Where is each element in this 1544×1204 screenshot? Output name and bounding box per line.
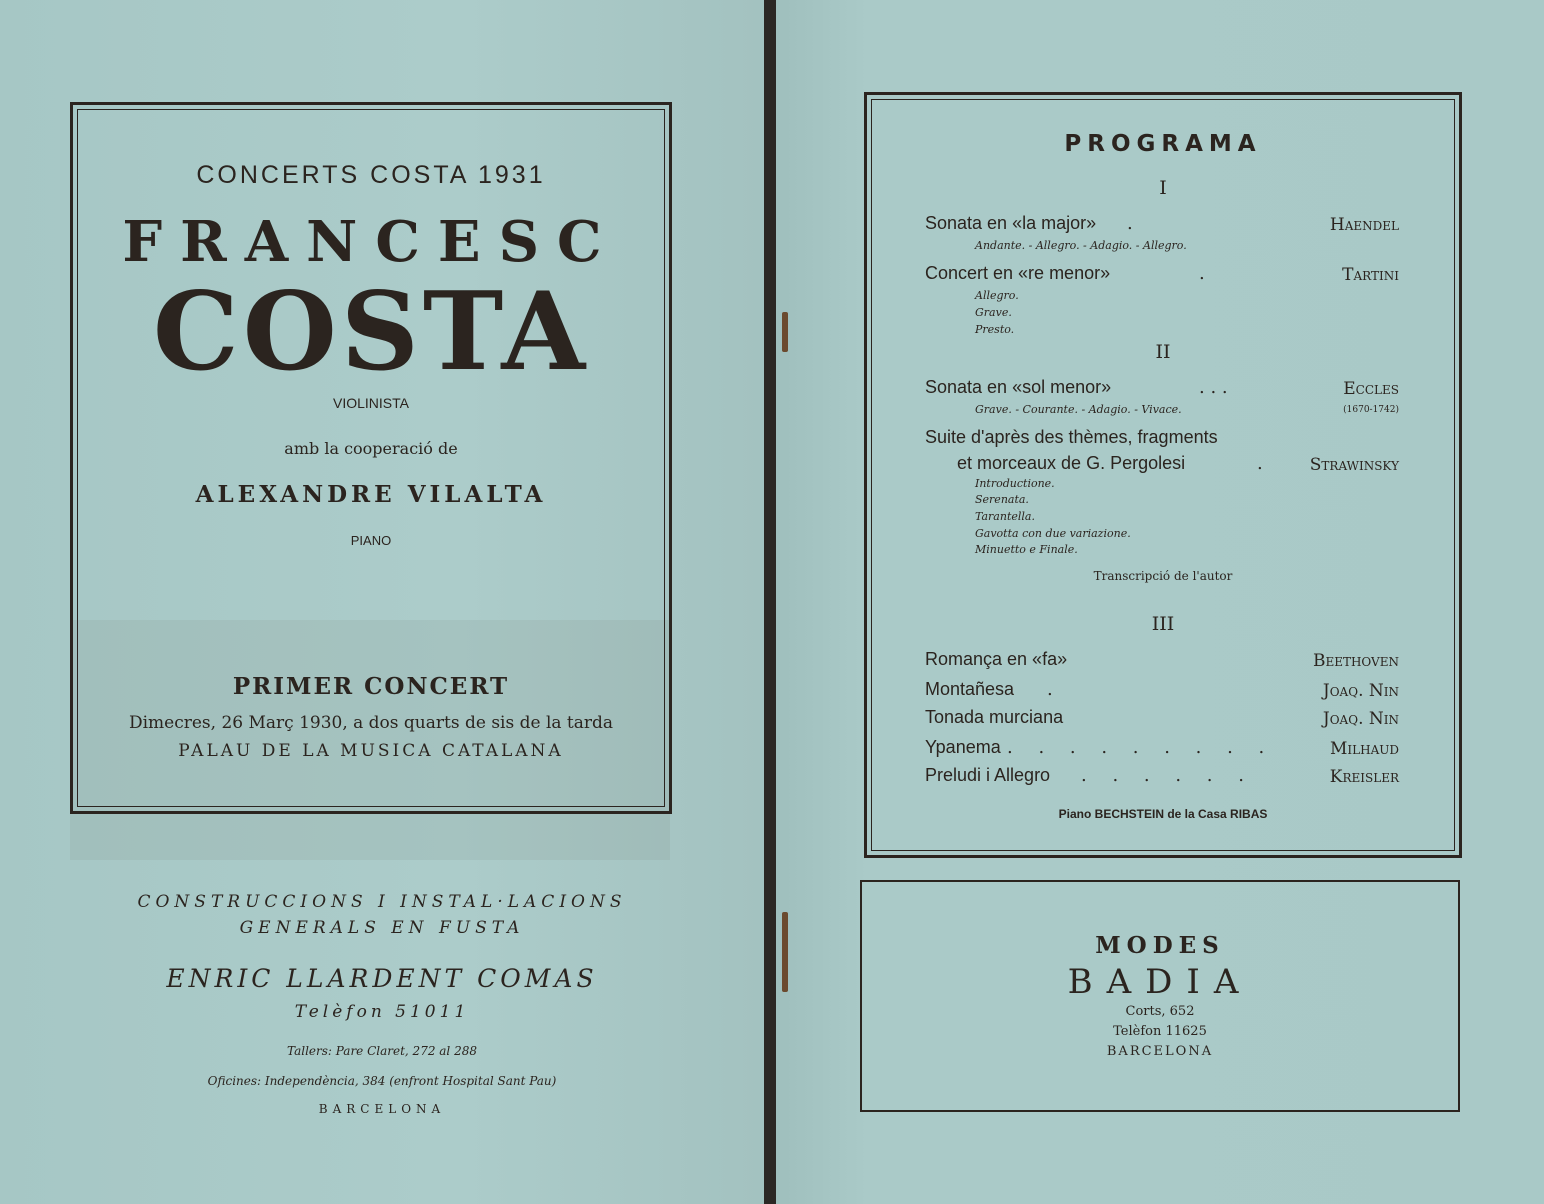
concert-date: Dimecres, 26 Març 1930, a dos quarts de sis de la tarda	[128, 713, 614, 733]
title-frame	[70, 102, 672, 814]
piece-title: Tonada murciana	[925, 707, 1064, 727]
ad-city: BARCELONA	[1106, 1044, 1214, 1059]
series-title: CONCERTS COSTA 1931	[196, 161, 546, 189]
composer: Joaq. Nin	[1322, 709, 1399, 729]
artist-role: VIOLINISTA	[333, 395, 409, 411]
movement: Grave.	[975, 306, 1012, 319]
venue: PALAU DE LA MUSICA CATALANA	[178, 741, 564, 761]
concert-title: PRIMER CONCERT	[232, 673, 510, 700]
movement: Serenata.	[975, 493, 1029, 506]
right-page	[776, 0, 1544, 1204]
composer-dates: (1670-1742)	[1343, 405, 1399, 415]
piece-leader: .	[1199, 263, 1205, 284]
ad-name: BADIA	[1067, 962, 1253, 1002]
piece-title: Sonata en «la major»	[925, 213, 1097, 233]
piece-title-line-2: et morceaux de G. Pergolesi	[957, 453, 1186, 473]
composer: Haendel	[1329, 215, 1399, 235]
piece-leader: .	[1047, 679, 1053, 700]
book-gutter	[764, 0, 776, 1204]
piece-title: Romança en «fa»	[925, 649, 1068, 669]
ad-frame	[860, 880, 1460, 1112]
composer: Eccles	[1343, 379, 1399, 399]
part-numeral-1: I	[1159, 177, 1167, 199]
piece-title: Sonata en «sol menor»	[925, 377, 1112, 397]
movement: Tarantella.	[975, 510, 1035, 523]
ad-line-1: MODES	[1095, 932, 1225, 959]
ad-line-1: CONSTRUCCIONS I INSTAL·LACIONS	[137, 892, 627, 912]
pianist-role: PIANO	[350, 533, 392, 548]
pianist-name: ALEXANDRE VILALTA	[195, 481, 547, 508]
staple-bottom	[782, 912, 788, 992]
ad-company: ENRIC LLARDENT COMAS	[166, 964, 598, 993]
piece-title-line-1: Suite d'après des thèmes, fragments	[925, 427, 1218, 447]
piece-leader: . . . . . . . . .	[1007, 737, 1275, 758]
piece-title: Montañesa	[925, 679, 1015, 699]
composer: Tartini	[1342, 265, 1399, 285]
part-numeral-2: II	[1155, 341, 1171, 363]
cooperation-text: amb la cooperació de	[284, 439, 458, 458]
staple-top	[782, 312, 788, 352]
movements: Grave. - Courante. - Adagio. - Vivace.	[975, 403, 1182, 416]
piece-title: Preludi i Allegro	[925, 765, 1051, 785]
movement: Allegro.	[975, 289, 1019, 302]
ad-address: Corts, 652	[1125, 1004, 1195, 1019]
movement: Presto.	[975, 323, 1015, 336]
part-numeral-3: III	[1151, 613, 1175, 635]
piece-leader: .	[1257, 453, 1263, 474]
ad-phone: Telèfon 11625	[1113, 1024, 1207, 1039]
artist-last-name: COSTA	[152, 269, 590, 395]
piano-note: Piano BECHSTEIN de la Casa RIBAS	[1058, 807, 1268, 821]
composer: Milhaud	[1330, 739, 1399, 759]
movement: Minuetto e Finale.	[975, 543, 1078, 556]
piece-leader: .	[1127, 213, 1133, 234]
ad-line-2: GENERALS EN FUSTA	[239, 918, 525, 938]
transcription-note: Transcripció de l'autor	[1093, 569, 1233, 583]
composer: Kreisler	[1329, 767, 1399, 787]
ad-offices: Oficines: Independència, 384 (enfront Hospital Sant Pau)	[207, 1074, 557, 1088]
artist-first-name: FRANCESC	[122, 209, 620, 275]
piece-leader: . . .	[1199, 377, 1228, 398]
piece-leader: . . . . . .	[1081, 765, 1254, 786]
ad-phone: Telèfon 51011	[294, 1002, 470, 1022]
program-frame	[864, 92, 1462, 858]
movement: Gavotta con due variazione.	[975, 527, 1131, 540]
program-title: PROGRAMA	[1064, 131, 1262, 157]
ad-workshops: Tallers: Pare Claret, 272 al 288	[287, 1044, 477, 1058]
movement: Introductione.	[975, 477, 1055, 490]
composer: Joaq. Nin	[1322, 681, 1399, 701]
composer: Beethoven	[1312, 651, 1399, 671]
ad-city: BARCELONA	[318, 1102, 446, 1116]
piece-title: Concert en «re menor»	[925, 263, 1111, 283]
piece-title: Ypanema	[925, 737, 1001, 757]
left-page	[0, 0, 764, 1204]
composer: Strawinsky	[1309, 455, 1399, 475]
movements: Andante. - Allegro. - Adagio. - Allegro.	[975, 239, 1187, 252]
